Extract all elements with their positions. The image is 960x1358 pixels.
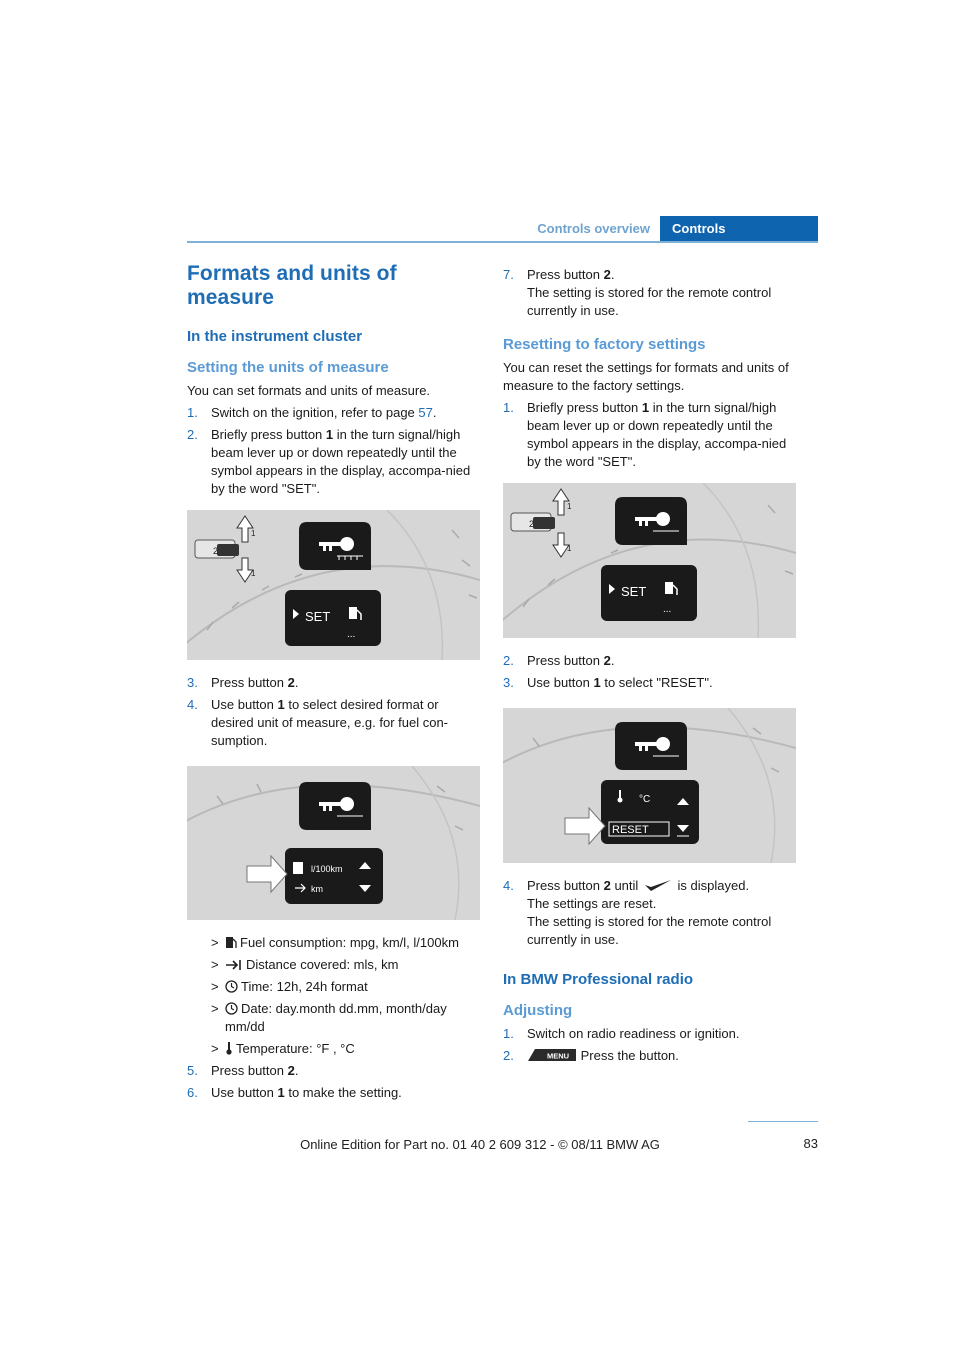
set-label: SET — [305, 609, 331, 624]
figure-reset-lever-svg — [503, 483, 796, 638]
adjust-step-1: 1. Switch on radio readiness or ignition. — [503, 1026, 740, 1041]
reset-step-4: 4. Press button 2 until is displayed. The settings are reset. The setting is stored for the remote control currently in use. — [503, 878, 772, 947]
reset-step-3: 3. Use button 1 to select "RESET". — [503, 675, 713, 690]
reset-step-2: 2. Press button 2. — [503, 653, 615, 668]
bullet-date: > Date: day.month dd.mm, month/day mm/dd — [211, 1001, 447, 1034]
reset-label: RESET — [612, 824, 649, 836]
step-2: 2. Briefly press button 1 in the turn signal/high beam lever up or down repeatedly until the symbol appears in the display, accompa-nied by the word "SET". — [187, 427, 471, 496]
figure-reset-display-svg — [503, 708, 796, 863]
lever-label-1-top: 1 — [251, 529, 256, 538]
unit-celsius-label: °C — [639, 794, 651, 805]
bullet-fuel: > Fuel consumption: mpg, km/l, l/100km — [211, 935, 459, 950]
set-label: SET — [621, 584, 647, 599]
intro-text: You can set formats and units of measure. — [187, 383, 431, 398]
lever-label-1-top: 1 — [567, 502, 572, 511]
adjust-step-2: 2. MENU Press the button. — [503, 1047, 796, 1067]
heading-reset-factory: Resetting to factory settings — [503, 336, 706, 353]
step-7: 7. Press button 2. The setting is stored for the remote control currently in use. — [503, 267, 772, 318]
figure-reset-lever-set — [503, 483, 796, 638]
page-reference-link[interactable]: 57 — [418, 405, 433, 420]
menu-button-label: MENU — [547, 1051, 570, 1061]
dots-indicator: ... — [663, 604, 672, 615]
figure-fuel-unit-svg — [187, 766, 480, 920]
menu-button-shape — [527, 1048, 577, 1062]
unit-fuel-label: l/100km — [311, 864, 343, 874]
step-4: 4. Use button 1 to select desired format or desired unit of measure, e.g. for fuel con-sumption. — [187, 697, 449, 748]
lever-label-1-bottom: 1 — [251, 569, 256, 578]
bullet-distance: > Distance covered: mls, km — [211, 957, 399, 972]
heading-setting-units: Setting the units of measure — [187, 359, 389, 376]
dots-indicator: ... — [347, 629, 356, 640]
lever-label-1-bottom: 1 — [567, 544, 572, 553]
right-column — [503, 266, 796, 1071]
heading-instrument-cluster: In the instrument cluster — [187, 328, 363, 345]
clock-icon — [225, 1002, 238, 1015]
reset-intro-text: You can reset the settings for formats and units of measure to the factory settings. — [503, 360, 789, 393]
menu-button-icon — [527, 1048, 577, 1067]
distance-arrow-icon — [225, 959, 243, 971]
header-rule — [187, 241, 818, 243]
bullet-temperature: > Temperature: °F , °C — [211, 1041, 355, 1056]
figure-lever-set-svg — [187, 510, 480, 660]
clock-icon — [225, 980, 238, 993]
fuel-pump-icon — [225, 936, 237, 949]
unit-distance-label: km — [311, 884, 323, 894]
fuel-pump-icon — [293, 862, 303, 874]
page-number: 83 — [803, 1136, 818, 1151]
page-title: Formats and units of measure — [187, 262, 397, 309]
step-5: 5. Press button 2. — [187, 1063, 299, 1078]
footer-edition: Online Edition for Part no. 01 40 2 609 312 - © 08/11 BMW AG — [300, 1137, 660, 1152]
left-column — [187, 262, 480, 1106]
heading-bmw-radio: In BMW Professional radio — [503, 971, 694, 988]
reset-step-1: 1. Briefly press button 1 in the turn signal/high beam lever up or down repeatedly until the symbol appears in the display, accompa-nied by the word "SET". — [503, 400, 787, 469]
lever-label-2: 2 — [213, 546, 219, 556]
heading-adjusting: Adjusting — [503, 1002, 573, 1019]
step-1: 1. Switch on the ignition, refer to page 57. — [187, 405, 437, 420]
running-header-tab: Controls — [660, 216, 818, 242]
running-header-section: Controls overview — [537, 221, 650, 236]
bullet-time: > Time: 12h, 24h format — [211, 979, 368, 994]
lever-label-2: 2 — [529, 519, 535, 529]
figure-fuel-unit-display — [187, 766, 480, 920]
figure-lever-set-display — [187, 510, 480, 660]
step-6: 6. Use button 1 to make the setting. — [187, 1085, 402, 1100]
step-3: 3. Press button 2. — [187, 675, 299, 690]
page-number-rule — [748, 1121, 818, 1122]
figure-reset-display — [503, 708, 796, 863]
thermometer-icon — [225, 1041, 233, 1055]
checkmark-icon — [644, 879, 672, 892]
